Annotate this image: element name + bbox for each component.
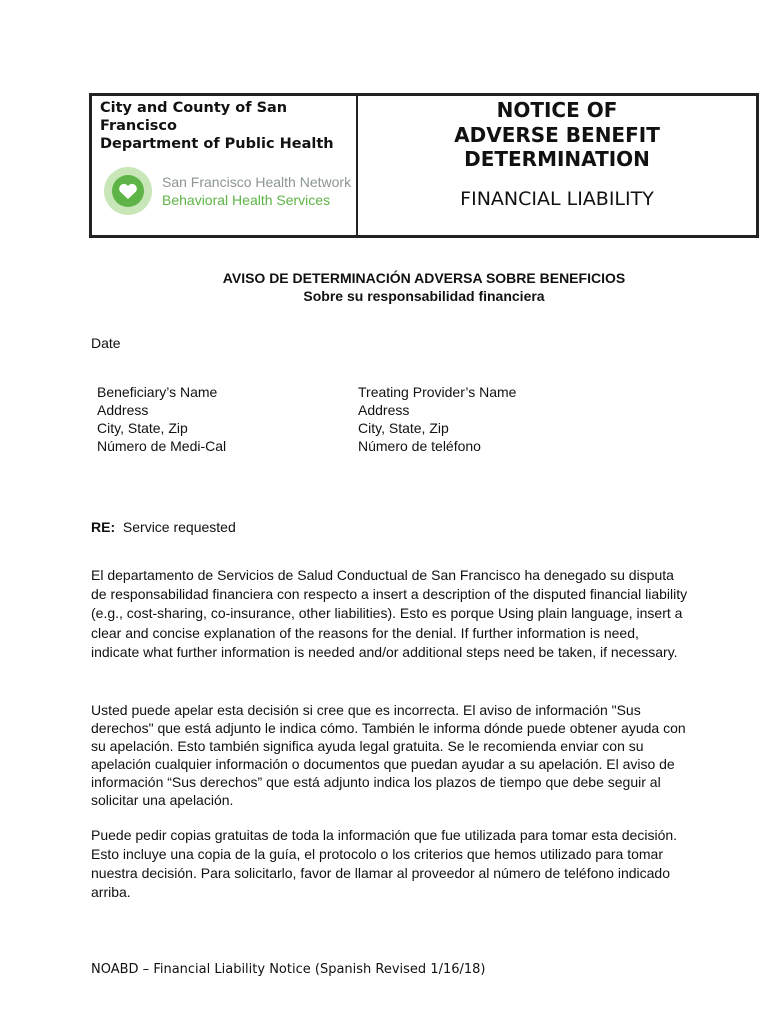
beneficiary-name: Beneficiary’s Name xyxy=(97,384,218,400)
logo-text xyxy=(162,173,351,209)
aviso-subtitle: Sobre su responsabilidad financiera xyxy=(303,288,545,304)
provider-address: Address xyxy=(358,402,410,418)
provider-block xyxy=(358,383,516,455)
provider-name: Treating Provider’s Name xyxy=(358,384,517,400)
header-box xyxy=(89,93,759,238)
re-label: RE: xyxy=(91,519,116,535)
beneficiary-city-state-zip: City, State, Zip xyxy=(97,420,188,436)
heart-logo-icon xyxy=(103,166,153,216)
footer-text: NOABD – Financial Liability Notice (Spanish Revised 1/16/18) xyxy=(91,962,486,977)
beneficiary-block xyxy=(97,383,226,455)
logo-network-name: San Francisco Health Network xyxy=(162,174,352,190)
header-right-cell xyxy=(358,96,756,235)
provider-phone: Número de teléfono xyxy=(358,438,481,454)
paragraph-appeal: Usted puede apelar esta decisión si cree que es incorrecta. El aviso de información "Sus derechos" que está adjunto le indica cómo. También le informa dónde puede obtener ayuda con su apelación. Esto también significa ayuda legal gratuita. Se le recomienda enviar con su apelación cualquier información o documentos que puedan ayudar a su apelación. El aviso de información “Sus derechos” que está adjunto indica los plazos de tiempo que debe seguir al solicitar una apelación. xyxy=(91,702,686,809)
re-line xyxy=(91,518,236,536)
aviso-heading xyxy=(89,269,759,305)
notice-title: NOTICE OF ADVERSE BENEFIT DETERMINATION xyxy=(454,98,660,171)
beneficiary-medical-number: Número de Medi-Cal xyxy=(97,438,227,454)
paragraph-copies: Puede pedir copias gratuitas de toda la información que fue utilizada para tomar esta decisión. Esto incluye una copia de la guía, el protocolo o los criterios que hemos utilizado para tomar nuestra decisión. Para solicitarlo, favor de llamar al proveedor al número de teléfono indicado arriba. xyxy=(91,827,678,900)
date-label: Date xyxy=(91,335,121,351)
re-value: Service requested xyxy=(122,519,236,535)
sfhn-logo xyxy=(103,166,351,216)
paragraph-denial: El departamento de Servicios de Salud Conductual de San Francisco ha denegado su disputa de responsabilidad financiera con respecto a insert a description of the disputed financial liability (e.g., cost-sharing, co-insurance, other liabilities). Esto es porque Using plain language, insert a clear and concise explanation of the reasons for the denial. If further information is need, indicate what further information is needed and/or additional steps need be taken, if necessary. xyxy=(91,567,688,660)
aviso-title: AVISO DE DETERMINACIÓN ADVERSA SOBRE BENEFICIOS xyxy=(222,270,626,286)
notice-subtitle: FINANCIAL LIABILITY xyxy=(460,187,654,210)
header-left-cell xyxy=(92,96,358,235)
org-name: City and County of San Francisco Department of Public Health xyxy=(100,100,334,152)
provider-city-state-zip: City, State, Zip xyxy=(358,420,449,436)
beneficiary-address: Address xyxy=(97,402,149,418)
logo-service-name: Behavioral Health Services xyxy=(162,192,331,208)
